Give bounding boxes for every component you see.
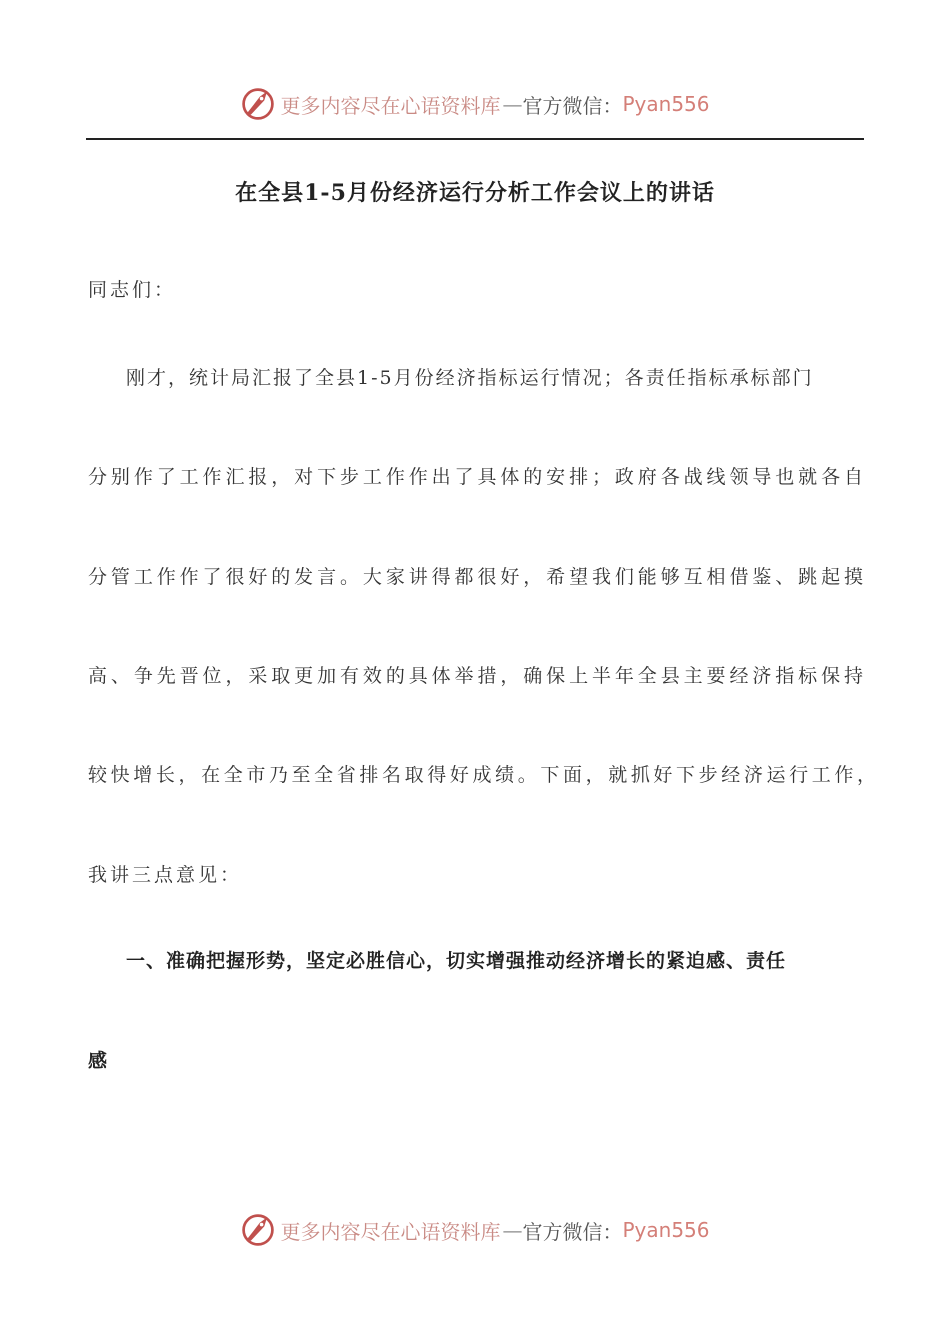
pen-nib-logo-icon [240,86,276,122]
banner-dash: — [502,1218,521,1242]
salutation: 同志们： [88,279,177,301]
paragraph-line: 高、争先晋位，采取更加有效的具体举措，确保上半年全县主要经济指标保持 [88,665,863,687]
document-title: 在全县1-5月份经济运行分析工作会议上的讲话 [235,180,715,206]
section-heading-line: 一、准确把握形势，坚定必胜信心，切实增强推动经济增长的紧迫感、责任 [126,950,787,972]
header-divider [86,138,864,140]
pen-nib-logo-icon [240,1212,276,1248]
banner-official-label: 官方微信： [522,93,623,118]
banner-brand-text: 更多内容尽在心语资料库 [280,93,501,118]
banner-wechat-id: Pyan556 [622,1218,710,1242]
section-heading-line: 感 [88,1050,111,1072]
footer-banner [0,1210,950,1250]
banner-wechat-id: Pyan556 [622,92,710,116]
paragraph-line: 较快增长，在全市乃至全省排名取得好成绩。下面，就抓好下步经济运行工作， [88,764,876,786]
banner-brand-text: 更多内容尽在心语资料库 [280,1219,501,1244]
paragraph-line: 分管工作作了很好的发言。大家讲得都很好，希望我们能够互相借鉴、跳起摸 [88,566,863,588]
header-banner [0,84,950,124]
banner-dash: — [502,92,521,116]
banner-official-label: 官方微信： [522,1219,623,1244]
paragraph-line: 我讲三点意见： [88,864,243,886]
paragraph-line: 刚才，统计局汇报了全县1-5月份经济指标运行情况；各责任指标承标部门 [126,367,814,389]
paragraph-line: 分别作了工作汇报，对下步工作作出了具体的安排；政府各战线领导也就各自 [88,466,863,488]
